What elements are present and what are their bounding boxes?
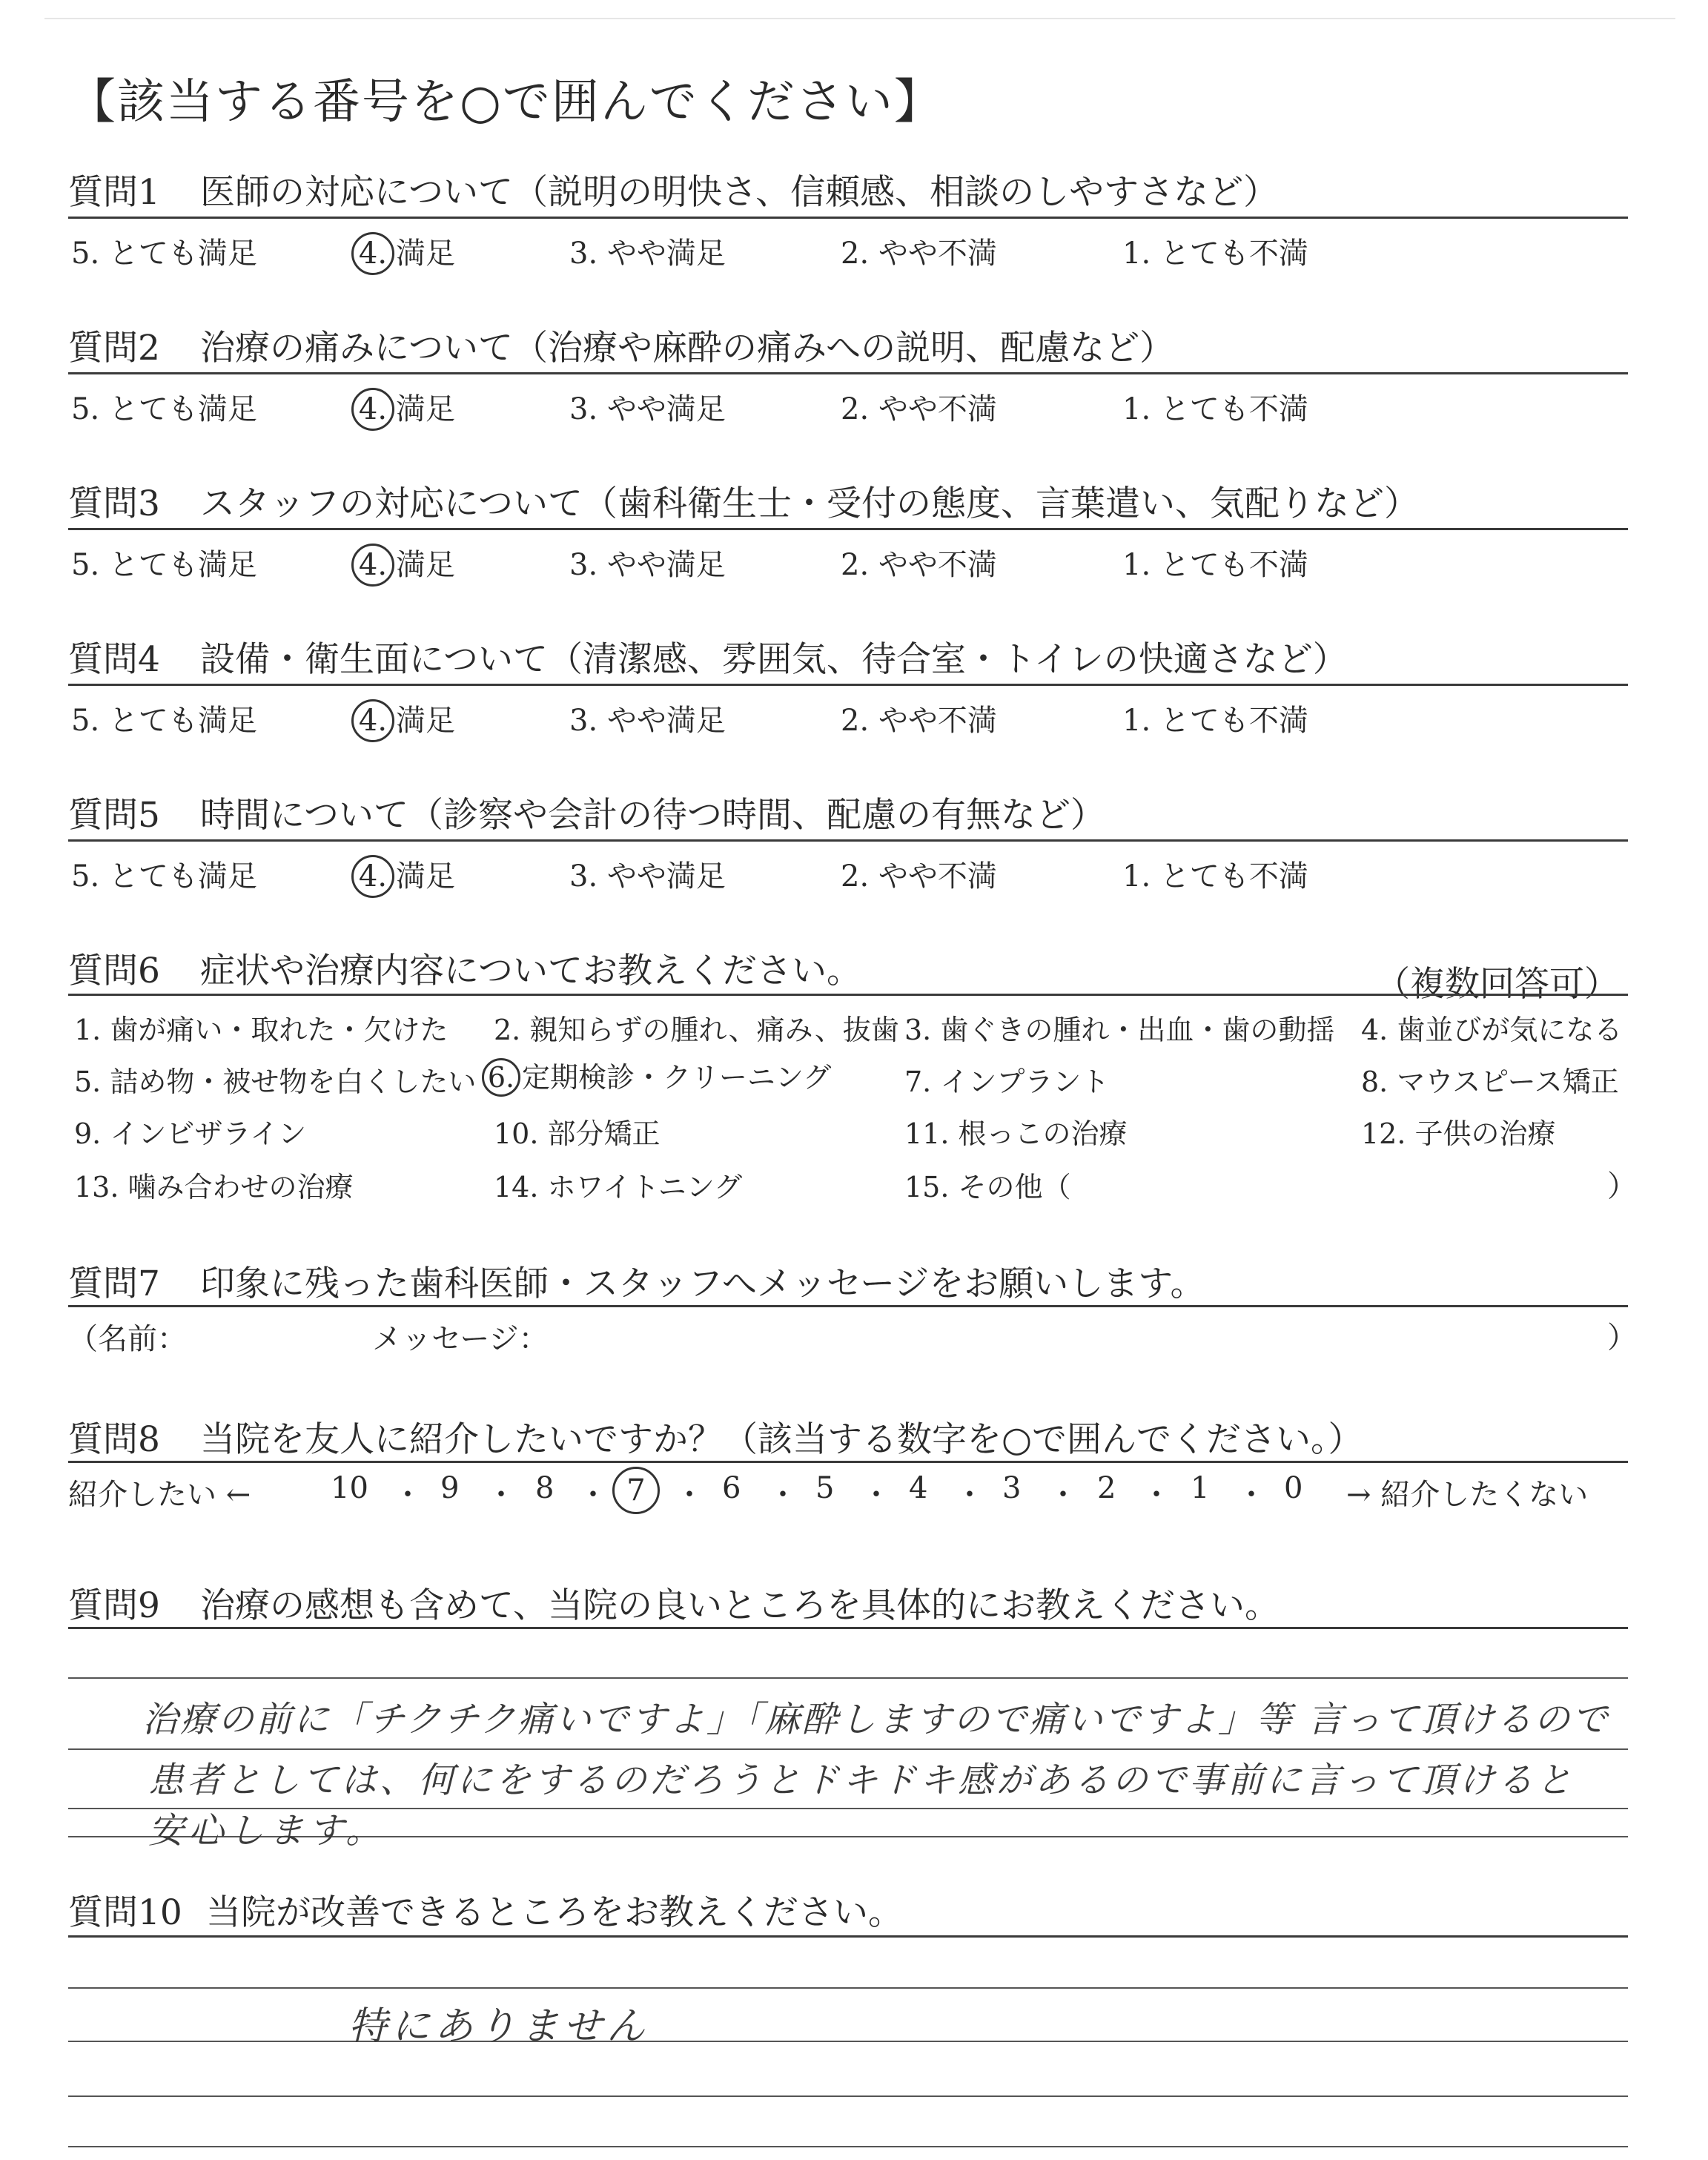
message-close-paren: ）	[1607, 1321, 1637, 1355]
answer-line	[68, 2095, 1628, 2097]
question-text: スタッフの対応について（歯科衛生士・受付の態度、言葉遣い、気配りなど）	[200, 483, 1420, 524]
option-4-selected[interactable]: 4. 満足	[356, 541, 455, 587]
message-label[interactable]: メッセージ：	[372, 1322, 549, 1356]
option-3[interactable]: 3. やや満足	[569, 548, 726, 582]
question-text: 医師の対応について（説明の明快さ、信頼感、相談のしやすさなど）	[200, 172, 1279, 213]
page-title: 【該当する番号を○で囲んでください】	[68, 75, 943, 130]
question-number: 質問10	[68, 1892, 182, 1933]
option-1[interactable]: 1. とても不満	[1122, 704, 1308, 738]
question-number: 質問6	[68, 951, 160, 991]
option-5[interactable]: 5. とても満足	[71, 859, 257, 894]
selection-circle: 4.	[351, 232, 394, 275]
question-text: 当院が改善できるところをお教えください。	[206, 1892, 903, 1933]
option-9[interactable]: 9. インビザライン	[74, 1117, 307, 1150]
option-1[interactable]: 1. 歯が痛い・取れた・欠けた	[74, 1014, 448, 1046]
scale-dot: ・	[1142, 1478, 1171, 1512]
option-13[interactable]: 13. 噛み合わせの治療	[74, 1171, 354, 1203]
question-8-heading	[68, 1412, 1632, 1462]
scale-dot: ・	[486, 1478, 516, 1512]
option-3[interactable]: 3. やや満足	[569, 704, 726, 738]
recommend-label: 紹介したい ←	[68, 1478, 251, 1512]
option-11[interactable]: 11. 根っこの治療	[904, 1117, 1128, 1150]
option-14[interactable]: 14. ホワイトニング	[494, 1171, 743, 1203]
option-10[interactable]: 10. 部分矯正	[494, 1117, 661, 1150]
question-2-heading	[68, 320, 1632, 370]
question-text: 症状や治療内容についてお教えください。	[200, 951, 862, 991]
handwritten-answer-line: 安心します。	[148, 1810, 386, 1852]
scale-dot: ・	[578, 1478, 608, 1512]
option-4[interactable]: 4. 歯並びが気になる	[1361, 1014, 1623, 1046]
option-4-selected[interactable]: 4. 満足	[356, 386, 455, 431]
option-1[interactable]: 1. とても不満	[1122, 392, 1308, 426]
selection-circle: 4.	[351, 855, 394, 898]
option-1[interactable]: 1. とても不満	[1122, 859, 1308, 894]
option-2[interactable]: 2. やや不満	[841, 548, 997, 582]
rule	[68, 684, 1628, 686]
rule	[68, 1627, 1628, 1629]
scale-5[interactable]: 5	[815, 1471, 835, 1505]
question-text: 時間について（診察や会計の待つ時間、配慮の有無など）	[200, 795, 1106, 836]
selection-circle: 6.	[482, 1058, 520, 1097]
question-10-heading	[68, 1885, 1632, 1935]
scale-2[interactable]: 2	[1097, 1471, 1116, 1505]
option-6-selected[interactable]: 6. 定期検診・クリーニング	[486, 1054, 831, 1097]
question-text: 設備・衛生面について（清潔感、雰囲気、待合室・トイレの快適さなど）	[200, 639, 1348, 680]
question-number: 質問4	[68, 639, 160, 680]
scale-dot: ・	[393, 1478, 423, 1512]
option-8[interactable]: 8. マウスピース矯正	[1361, 1066, 1619, 1098]
rule	[68, 528, 1628, 530]
rule	[68, 994, 1628, 996]
question-3-heading	[68, 476, 1632, 526]
other-close-paren: ）	[1607, 1169, 1637, 1203]
rule	[68, 217, 1628, 219]
option-3[interactable]: 3. 歯ぐきの腫れ・出血・歯の動揺	[904, 1014, 1335, 1046]
handwritten-answer: 特にありません	[348, 2004, 650, 2049]
scale-7-selected[interactable]	[612, 1467, 660, 1514]
option-3[interactable]: 3. やや満足	[569, 237, 726, 271]
option-7[interactable]: 7. インプラント	[904, 1066, 1110, 1098]
question-9-heading	[68, 1578, 1632, 1628]
scale-0[interactable]: 0	[1284, 1471, 1303, 1505]
option-12[interactable]: 12. 子供の治療	[1361, 1117, 1556, 1150]
scale-4[interactable]: 4	[909, 1471, 928, 1505]
question-4-heading	[68, 632, 1632, 681]
scale-dot: ・	[861, 1478, 891, 1512]
handwritten-answer-line: 患者としては、何にをするのだろうとドキドキ感があるので事前に言って頂けると	[148, 1760, 1575, 1801]
scale-dot: ・	[1048, 1478, 1078, 1512]
question-text: 印象に残った歯科医師・スタッフへメッセージをお願いします。	[200, 1264, 1205, 1304]
question-number: 質問1	[68, 172, 160, 213]
selection-circle: 4.	[351, 388, 394, 431]
option-4-selected[interactable]: 4. 満足	[356, 853, 455, 898]
scale-dot: ・	[955, 1478, 984, 1512]
multiple-answers-note: （複数回答可）	[1375, 964, 1619, 1005]
scale-1[interactable]: 1	[1191, 1471, 1210, 1505]
answer-line	[68, 1987, 1628, 1989]
option-4-selected[interactable]: 4. 満足	[356, 697, 455, 742]
scale-9[interactable]: 9	[440, 1471, 460, 1505]
answer-line	[68, 2041, 1628, 2042]
selection-circle: 4.	[351, 699, 394, 742]
handwritten-answer-line: 治療の前に「チクチク痛いですよ」「麻酔しますので痛いですよ」等 言って頂けるので	[142, 1699, 1610, 1740]
rule	[68, 839, 1628, 842]
question-number: 質問2	[68, 328, 160, 369]
option-15[interactable]: 15. その他（	[904, 1171, 1071, 1203]
option-5[interactable]: 5. とても満足	[71, 237, 257, 271]
question-number: 質問9	[68, 1585, 160, 1626]
question-7-heading	[68, 1256, 1632, 1306]
option-5[interactable]: 5. とても満足	[71, 704, 257, 738]
question-number: 質問8	[68, 1419, 160, 1460]
option-2[interactable]: 2. やや不満	[841, 237, 997, 271]
option-5[interactable]: 5. とても満足	[71, 392, 257, 426]
scale-3[interactable]: 3	[1002, 1471, 1022, 1505]
option-2[interactable]: 2. やや不満	[841, 704, 997, 738]
selection-circle: 4.	[351, 544, 394, 587]
selection-circle: 7	[612, 1467, 660, 1514]
option-2[interactable]: 2. 親知らずの腫れ、痛み、抜歯	[494, 1014, 899, 1046]
scan-edge-line	[44, 18, 1675, 19]
scale-dot: ・	[675, 1478, 704, 1512]
question-1-heading	[68, 165, 1632, 214]
option-3[interactable]: 3. やや満足	[569, 392, 726, 426]
option-2[interactable]: 2. やや不満	[841, 392, 997, 426]
answer-line	[68, 2146, 1628, 2147]
rule	[68, 372, 1628, 374]
option-1[interactable]: 1. とても不満	[1122, 237, 1308, 271]
option-5[interactable]: 5. 詰め物・被せ物を白くしたい	[74, 1066, 477, 1098]
option-2[interactable]: 2. やや不満	[841, 859, 997, 894]
question-text: 当院を友人に紹介したいですか？（該当する数字を○で囲んでください。）	[200, 1419, 1363, 1460]
question-text: 治療の痛みについて（治療や麻酔の痛みへの説明、配慮など）	[200, 328, 1175, 369]
option-4-selected[interactable]: 4. 満足	[356, 230, 455, 275]
scale-8[interactable]: 8	[535, 1471, 555, 1505]
answer-line	[68, 1677, 1628, 1679]
scale-10[interactable]: 10	[331, 1471, 368, 1505]
question-text: 治療の感想も含めて、当院の良いところを具体的にお教えください。	[200, 1585, 1280, 1626]
question-number: 質問7	[68, 1264, 160, 1304]
name-label[interactable]: （名前：	[68, 1322, 187, 1356]
option-5[interactable]: 5. とても満足	[71, 548, 257, 582]
not-recommend-label: → 紹介したくない	[1346, 1478, 1589, 1512]
scale-dot: ・	[768, 1478, 798, 1512]
rule	[68, 1305, 1628, 1307]
question-number: 質問3	[68, 483, 160, 524]
question-number: 質問5	[68, 795, 160, 836]
option-1[interactable]: 1. とても不満	[1122, 548, 1308, 582]
rule	[68, 1461, 1628, 1463]
scale-dot: ・	[1237, 1478, 1266, 1512]
scale-6[interactable]: 6	[722, 1471, 741, 1505]
rule	[68, 1935, 1628, 1938]
question-5-heading	[68, 787, 1632, 837]
option-3[interactable]: 3. やや満足	[569, 859, 726, 894]
answer-line	[68, 1748, 1628, 1750]
